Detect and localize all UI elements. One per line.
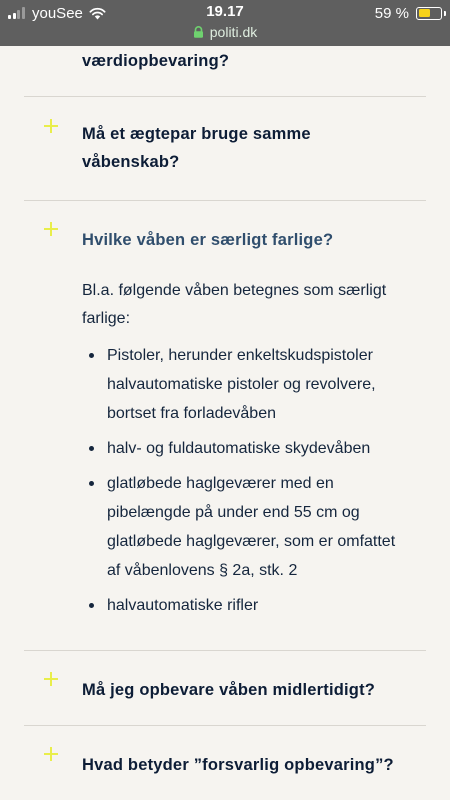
address-bar[interactable] (0, 24, 450, 40)
battery-level (419, 9, 430, 17)
faq-question[interactable]: Må jeg opbevare våben midlertidigt? (82, 681, 376, 699)
status-right (375, 4, 442, 22)
list-item: Pistoler, herunder enkeltskudspistoler halvautomatiske pistoler og revolvere, bortset fra forladevåben (82, 341, 412, 428)
plus-icon[interactable] (44, 672, 58, 686)
divider (24, 200, 426, 201)
plus-icon[interactable] (44, 119, 58, 133)
divider (24, 96, 426, 97)
plus-icon[interactable] (44, 222, 58, 236)
lock-icon (193, 26, 204, 38)
answer-intro: Bl.a. følgende våben betegnes som særligt farlige: (82, 282, 387, 327)
faq-question[interactable]: Hvilke våben er særligt farlige? (82, 231, 334, 249)
clock: 19.17 (206, 3, 244, 20)
divider (24, 650, 426, 651)
faq-question[interactable]: Må et ægtepar bruge samme våbenskab? (82, 125, 311, 171)
previous-question-title[interactable]: værdiopbevaring? (82, 52, 230, 70)
answer-bullet-list (82, 341, 412, 620)
status-bar (0, 0, 450, 46)
divider (24, 725, 426, 726)
url-text: politi.dk (209, 24, 258, 40)
list-item: glatløbede haglgeværer med en pibelængde på under end 55 cm og glatløbede haglgeværer, som er omfattet af våbenlovens § 2a, stk. 2 (82, 469, 412, 585)
battery-percent: 59 % (374, 4, 409, 22)
list-item: halv- og fuldautomatiske skydevåben (82, 434, 412, 463)
faq-answer (82, 277, 412, 626)
plus-icon[interactable] (44, 747, 58, 761)
faq-question[interactable]: Hvad betyder ”forsvarlig opbevaring”? (82, 756, 394, 774)
carrier-label: youSee (32, 4, 83, 22)
battery-icon (416, 7, 442, 20)
list-item: halvautomatiske rifler (82, 591, 412, 620)
